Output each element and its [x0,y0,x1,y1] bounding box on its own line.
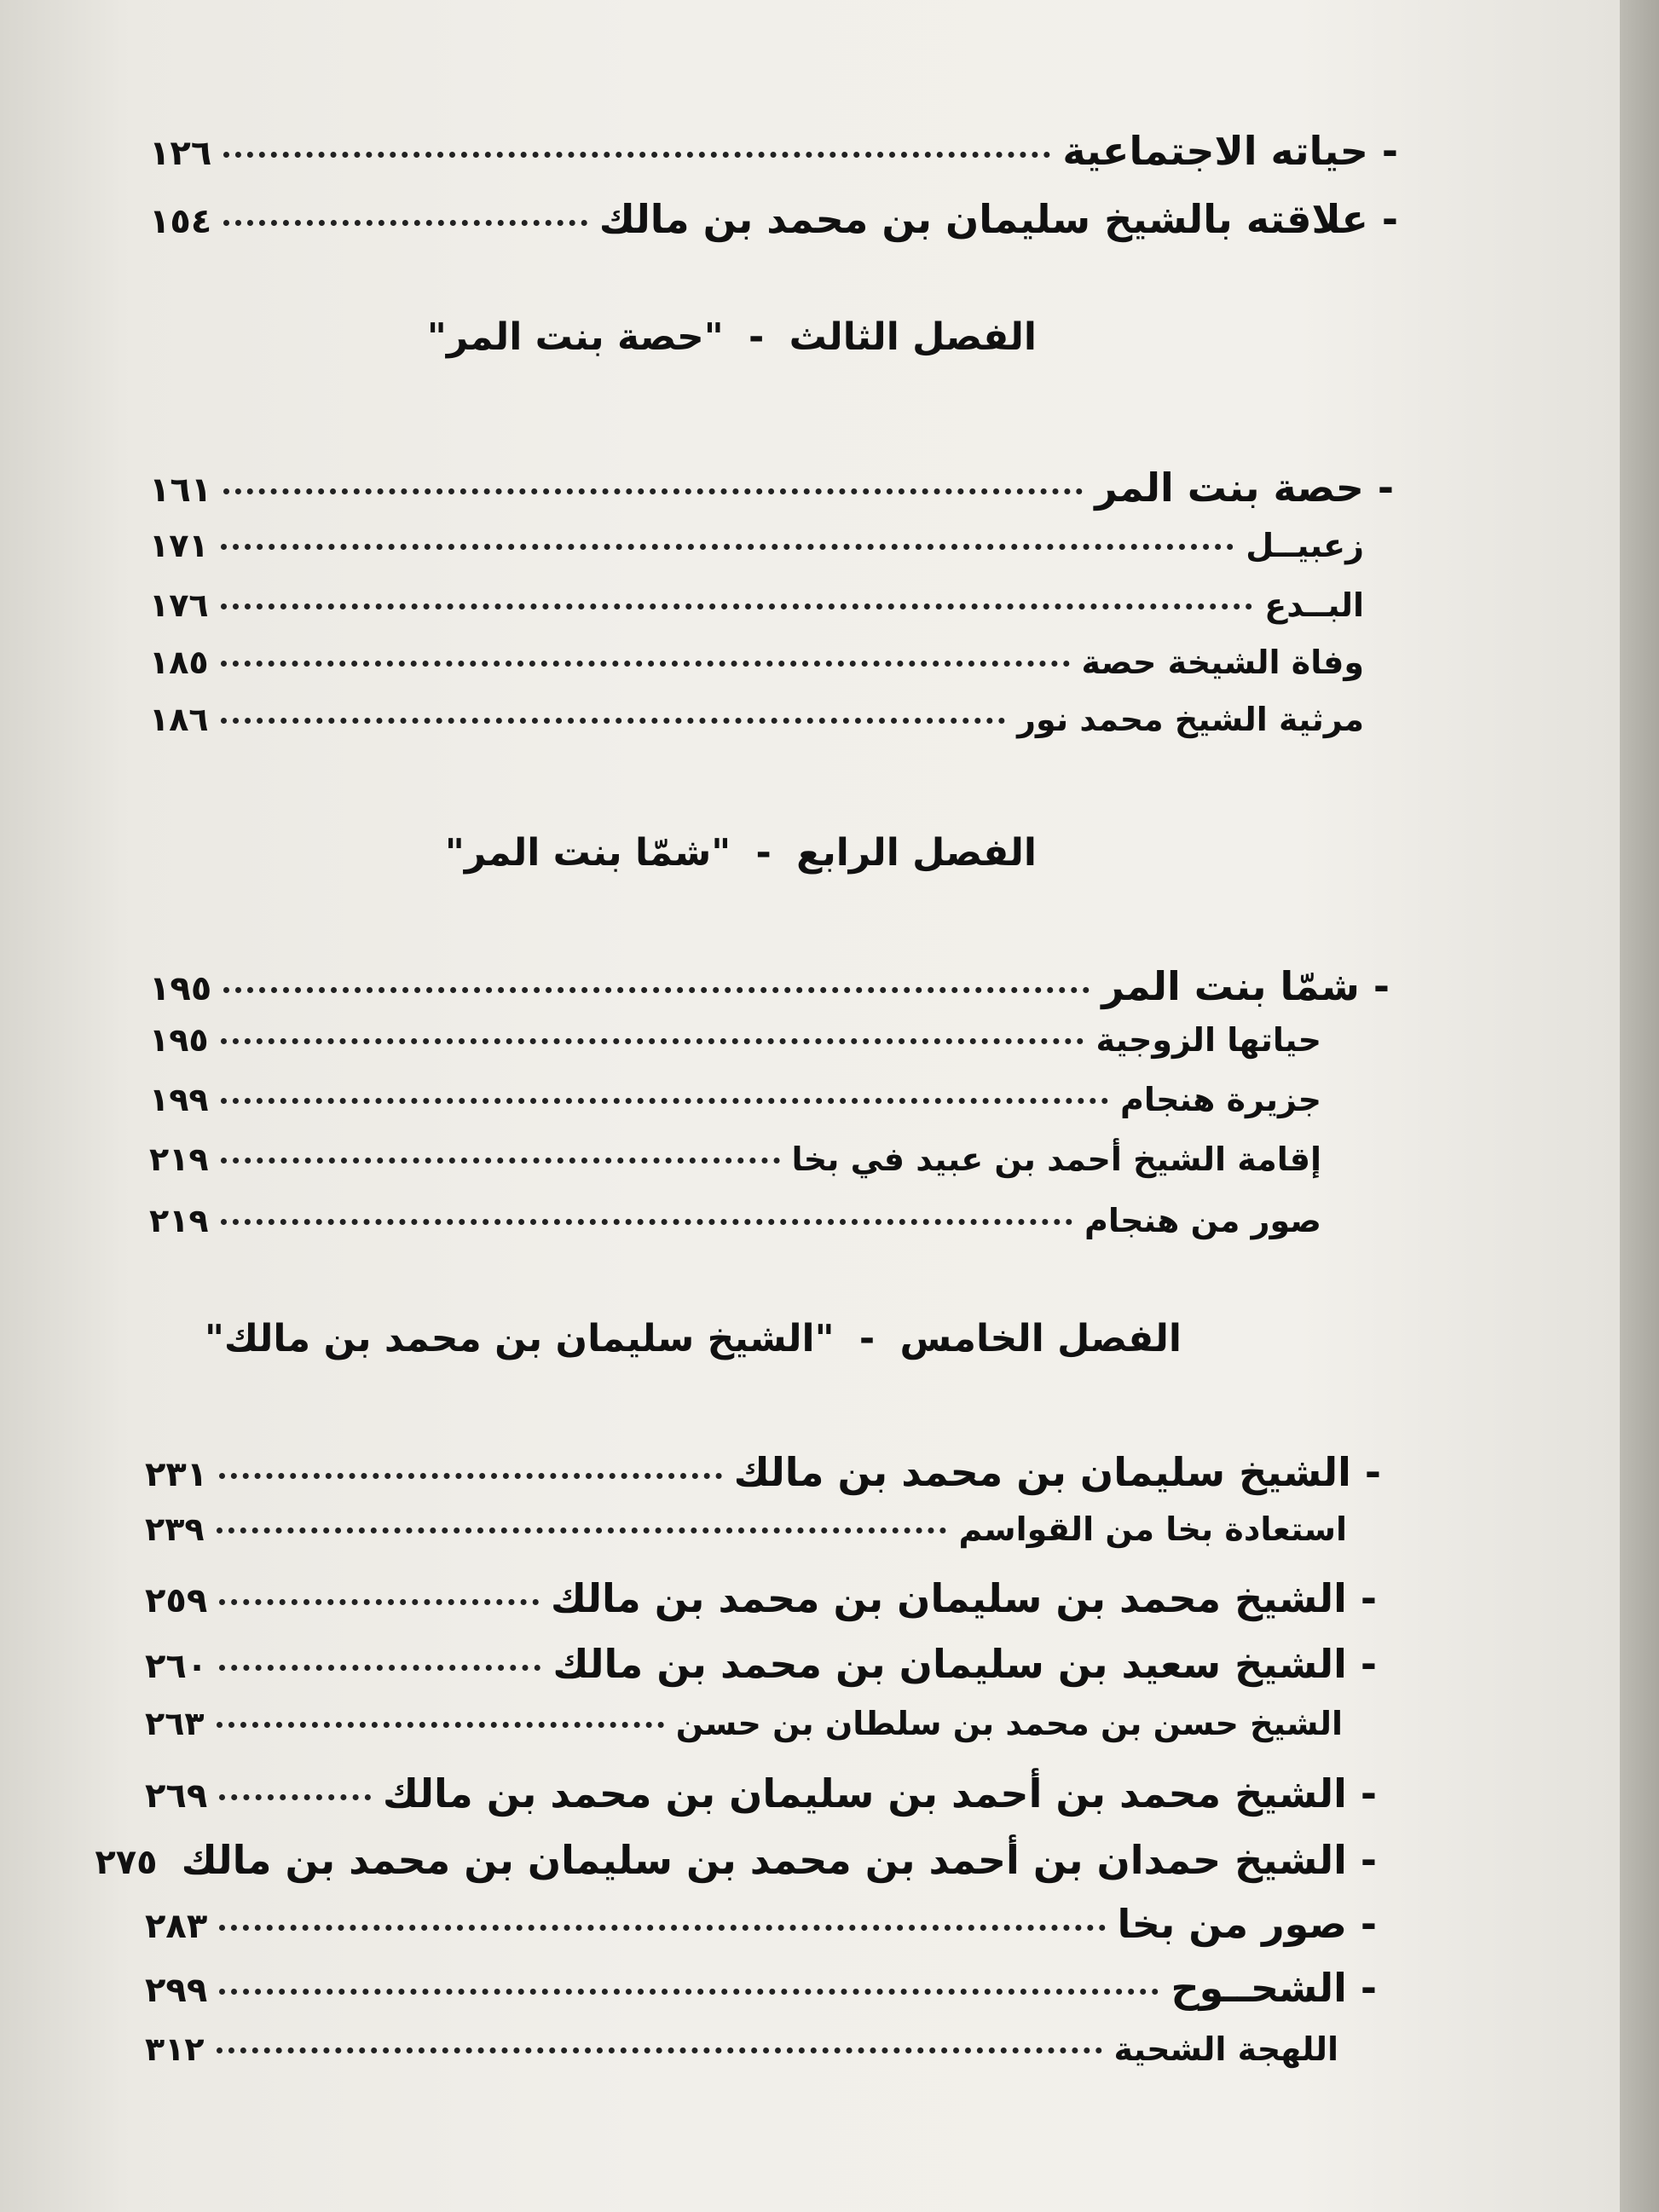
dot-leader [221,1219,1072,1225]
dot-leader [217,1722,664,1728]
toc-entry-page: ٢٧٥ [95,1843,158,1882]
dot-leader [223,488,1083,494]
toc-entry [145,1641,1377,1687]
dot-leader [217,2047,1102,2053]
chapter-separator: - [858,1317,876,1360]
toc-entry-title: حياتها الزوجية [1095,1021,1321,1059]
toc-entry-page: ١٨٥ [149,644,209,681]
toc-entry [149,1021,1321,1059]
toc-entry [149,1081,1321,1118]
dot-leader [223,152,1050,158]
dot-leader [223,987,1090,993]
dot-leader [221,718,1006,724]
toc-entry-title: - شمّا بنت المر [1101,963,1390,1009]
toc-entry-title: البــدع [1264,586,1364,624]
toc-entry-title: جزيرة هنجام [1120,1081,1321,1118]
dot-leader [221,544,1234,550]
toc-entry-page: ٢٣٩ [145,1510,205,1548]
toc-entry-title: استعادة بخا من القواسم [958,1510,1347,1548]
toc-entry-title: - حصة بنت المر [1095,465,1394,511]
toc-entry [149,128,1398,174]
toc-entry [95,1837,1377,1883]
chapter-label: الفصل الخامس [899,1317,1182,1360]
toc-entry-title: - حياته الاجتماعية [1062,128,1398,174]
toc-entry [149,1202,1321,1239]
toc-entry-page: ٢٨٣ [145,1907,208,1946]
toc-entry-page: ١٩٩ [149,1081,209,1118]
toc-entry-title: إقامة الشيخ أحمد بن عبيد في بخا [791,1141,1321,1178]
toc-entry-page: ١٦١ [149,471,212,510]
toc-entry-title: اللهجة الشحية [1113,2030,1338,2068]
toc-entry [149,701,1364,738]
chapter-separator: - [749,315,765,359]
toc-entry-page: ٢٦٠ [145,1647,208,1686]
toc-entry [145,1901,1377,1947]
toc-entry-page: ٢١٩ [149,1202,209,1239]
dot-leader [219,1473,721,1479]
dot-leader [219,1794,371,1800]
chapter-heading [427,315,1037,359]
toc-entry-page: ١٢٦ [149,134,212,173]
page-edge [1620,0,1659,2212]
toc-entry-title: - الشيخ سليمان بن محمد بن مالك [733,1449,1381,1495]
toc-entry-title: - علاقته بالشيخ سليمان بن محمد بن مالك [598,196,1398,242]
toc-entry [145,1770,1377,1816]
dot-leader [219,1665,540,1671]
toc-entry-page: ٢٦٩ [145,1776,208,1816]
chapter-label: الفصل الثالث [789,315,1037,359]
chapter-separator: - [755,831,772,875]
chapter-name: "شمّا بنت المر" [444,831,731,875]
toc-entry-title: - الشيخ سعيد بن سليمان بن محمد بن مالك [552,1641,1377,1687]
toc-entry-page: ٣١٢ [145,2030,205,2068]
dot-leader [221,661,1070,667]
toc-entry [145,1449,1381,1495]
toc-entry-title: - الشحــوح [1171,1965,1377,2011]
toc-entry-page: ١٩٥ [149,969,212,1008]
toc-entry-page: ١٧١ [149,527,209,564]
toc-entry-page: ٢٦٣ [145,1705,205,1742]
dot-leader [221,1038,1084,1044]
toc-entry [149,465,1394,511]
toc-entry-page: ١٥٤ [149,202,212,241]
toc-entry [149,644,1364,681]
chapter-heading [205,1317,1182,1360]
dot-leader [223,220,587,226]
dot-leader [221,1158,780,1164]
toc-entry [149,1141,1321,1178]
dot-leader [217,1528,947,1533]
toc-entry [145,1965,1377,2011]
toc-entry [149,586,1364,624]
dot-leader [221,1098,1108,1104]
toc-entry-title: - الشيخ حمدان بن أحمد بن محمد بن سليمان بن محمد بن مالك [181,1837,1377,1883]
toc-entry-title: - الشيخ محمد بن سليمان بن محمد بن مالك [550,1575,1377,1621]
toc-entry-page: ١٨٦ [149,701,209,738]
chapter-name: "حصة بنت المر" [426,315,724,359]
chapter-heading [445,831,1037,875]
toc-entry-page: ١٩٥ [149,1021,209,1059]
dot-leader [219,1989,1159,1995]
toc-entry-title: - الشيخ محمد بن أحمد بن سليمان بن محمد بن مالك [382,1770,1377,1816]
toc-entry-page: ٢١٩ [149,1141,209,1178]
toc-entry-title: - صور من بخا [1117,1901,1377,1947]
toc-entry-title: صور من هنجام [1084,1202,1321,1239]
toc-entry [149,196,1398,242]
dot-leader [221,604,1253,609]
toc-entry-page: ١٧٦ [149,586,209,624]
chapter-name: "الشيخ سليمان بن محمد بن مالك" [204,1317,835,1360]
toc-entry [145,1575,1377,1621]
toc-entry-title: الشيخ حسن بن محمد بن سلطان بن حسن [675,1705,1343,1742]
toc-entry [145,1705,1343,1742]
toc-entry-title: وفاة الشيخة حصة [1081,644,1364,681]
dot-leader [219,1599,539,1605]
toc-entry-title: زعبيــل [1246,527,1364,564]
toc-entry [145,1510,1347,1548]
chapter-label: الفصل الرابع [796,831,1037,875]
toc-entry-title: مرثية الشيخ محمد نور [1017,701,1364,738]
toc-entry-page: ٢٣١ [145,1455,208,1494]
toc-entry-page: ٢٩٩ [145,1971,208,2010]
toc-entry [145,2030,1338,2068]
dot-leader [219,1925,1105,1931]
toc-entry [149,963,1390,1009]
toc-entry [149,527,1364,564]
toc-entry-page: ٢٥٩ [145,1581,208,1620]
